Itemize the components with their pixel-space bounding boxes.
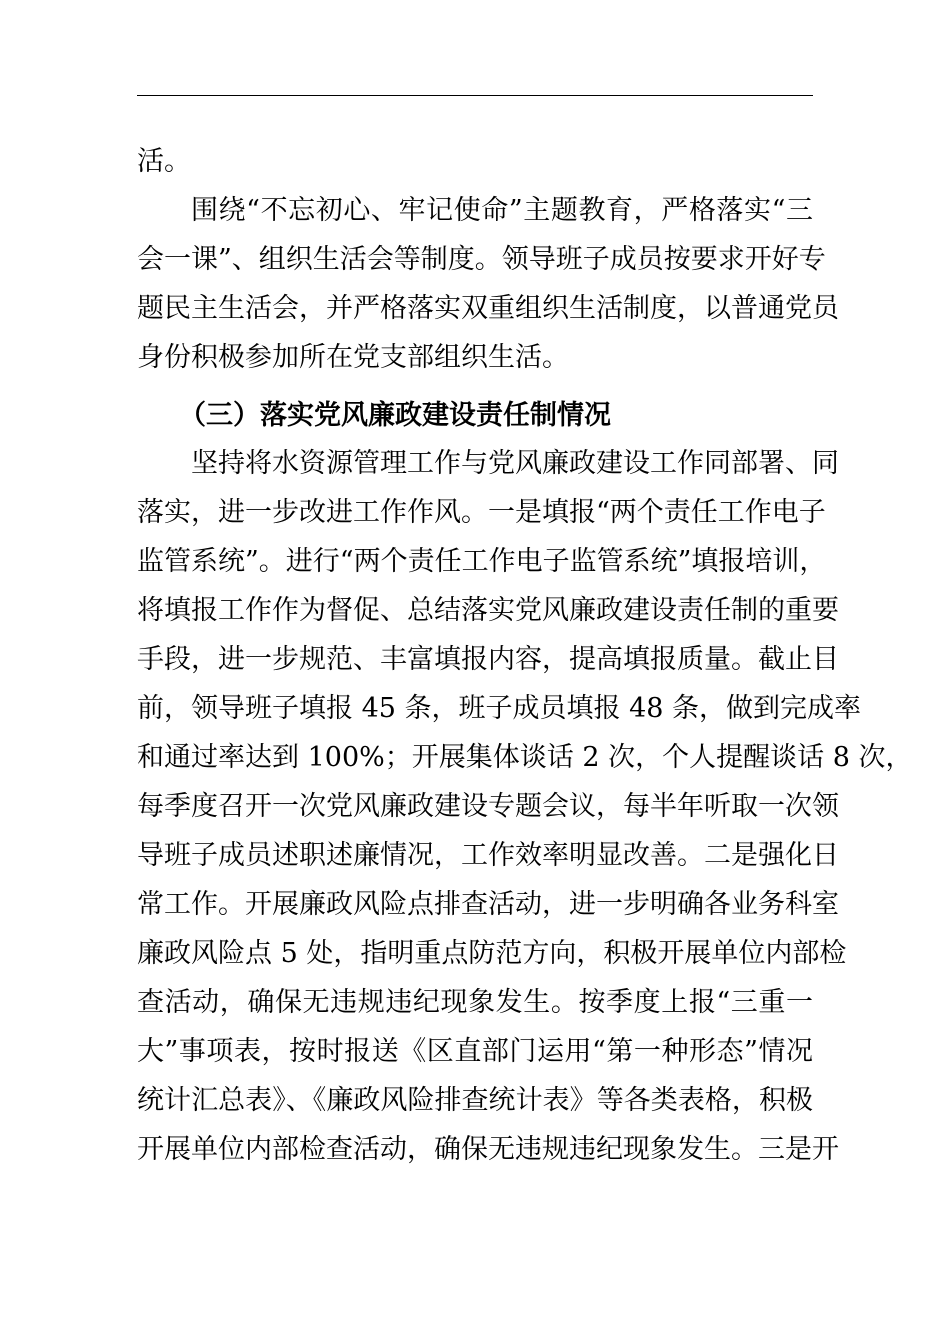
text-line: 和通过率达到 100%；开展集体谈话 2 次，个人提醒谈话 8 次， [137, 742, 913, 773]
text-line: 廉政风险点 5 处，指明重点防范方向，积极开展单位内部检 [137, 938, 847, 969]
text-line: 落实，进一步改进工作作风。一是填报“两个责任工作电子 [137, 497, 826, 528]
text-line: 将填报工作作为督促、总结落实党风廉政建设责任制的重要 [137, 595, 839, 626]
text-line: 统计汇总表》、《廉政风险排查统计表》等各类表格，积极 [137, 1085, 813, 1116]
text-line: 监管系统”。进行“两个责任工作电子监管系统”填报培训， [137, 546, 827, 577]
text-line: 每季度召开一次党风廉政建设专题会议，每半年听取一次领 [137, 791, 839, 822]
text-line: 围绕“不忘初心、牢记使命”主题教育，严格落实“三 [191, 195, 813, 226]
text-line: 题民主生活会，并严格落实双重组织生活制度，以普通党员 [137, 293, 839, 324]
text-line: 坚持将水资源管理工作与党风廉政建设工作同部署、同 [191, 448, 839, 479]
text-line: 开展单位内部检查活动，确保无违规违纪现象发生。三是开 [137, 1134, 839, 1165]
section-heading: （三）落实党风廉政建设责任制情况 [179, 400, 611, 431]
text-line: 前，领导班子填报 45 条，班子成员填报 48 条，做到完成率 [137, 693, 862, 724]
text-line: 大”事项表，按时报送《区直部门运用“第一种形态”情况 [137, 1036, 813, 1067]
text-line: 常工作。开展廉政风险点排查活动，进一步明确各业务科室 [137, 889, 839, 920]
text-line: 导班子成员述职述廉情况，工作效率明显改善。二是强化日 [137, 840, 839, 871]
text-line: 查活动，确保无违规违纪现象发生。按季度上报“三重一 [137, 987, 813, 1018]
text-line: 活。 [137, 146, 191, 177]
header-rule [137, 95, 813, 96]
text-line: 会一课”、组织生活会等制度。领导班子成员按要求开好专 [137, 244, 826, 275]
text-line: 手段，进一步规范、丰富填报内容，提高填报质量。截止目 [137, 644, 839, 675]
text-line: 身份积极参加所在党支部组织生活。 [137, 342, 569, 373]
